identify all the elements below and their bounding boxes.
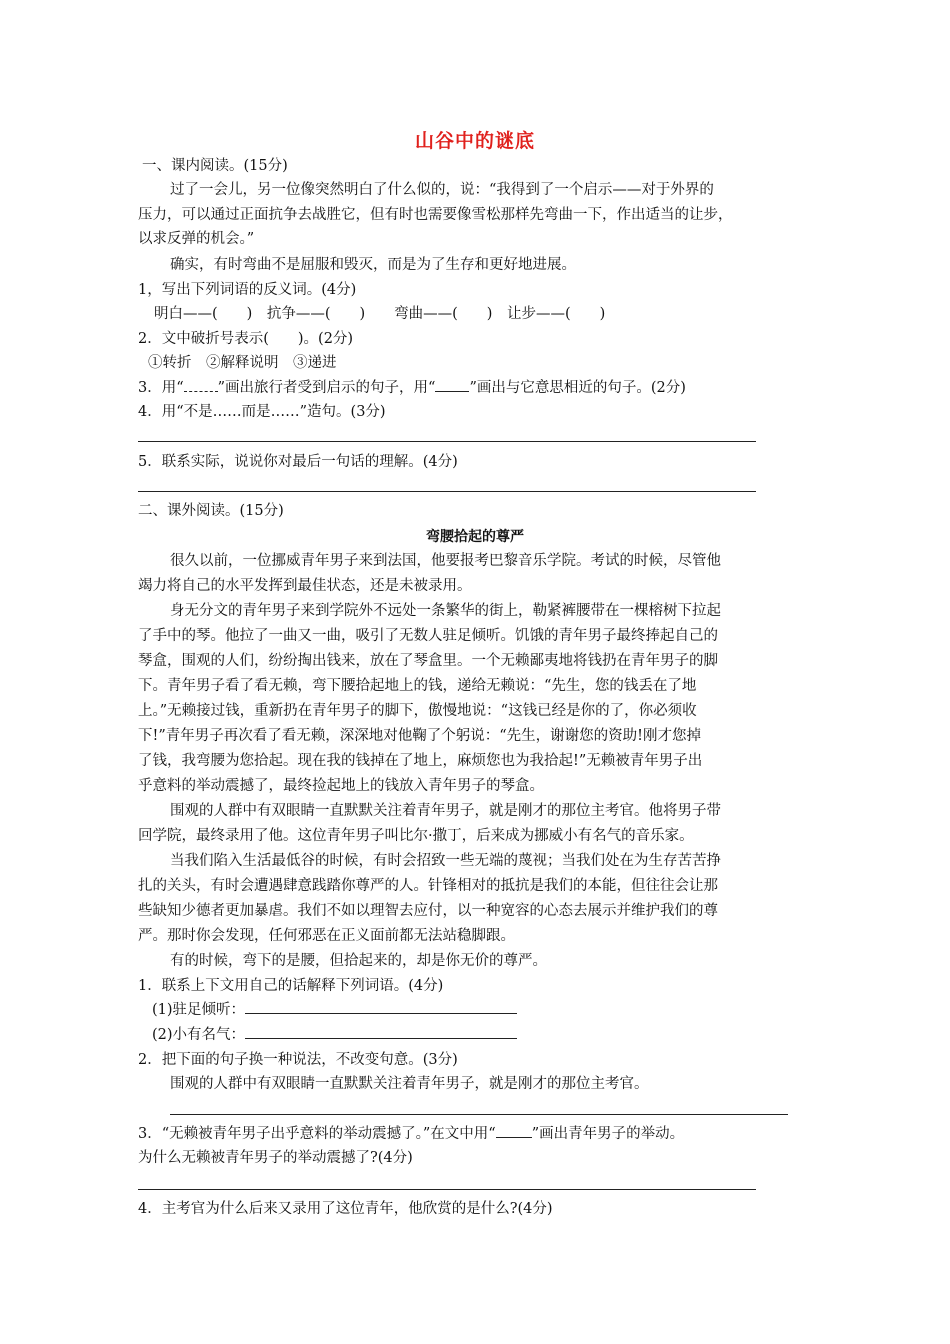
story-line: 扎的关头，有时会遭遇肆意践踏你尊严的人。针锋相对的抵抗是我们的本能，但往往会让那	[138, 878, 718, 894]
page-title: 山谷中的谜底	[414, 130, 535, 152]
story-line: 了手中的琴。他拉了一曲又一曲，吸引了无数人驻足倾听。饥饿的青年男子最终捧起自己的	[138, 628, 718, 644]
answer-line[interactable]	[170, 1114, 788, 1115]
s1-question-5: 5．联系实际，说说你对最后一句话的理解。(4分)	[138, 454, 458, 470]
story-line: 身无分文的青年男子来到学院外不远处一条繁华的街上，勒紧裤腰带在一棵榕树下拉起	[170, 603, 721, 619]
story-line: 了钱，我弯腰为您拾起。现在我的钱掉在了地上，麻烦您也为我拾起!”无赖被青年男子出	[138, 753, 703, 769]
answer-line[interactable]	[138, 1189, 756, 1190]
s2-question-2: 2．把下面的句子换一种说法，不改变句意。(3分)	[138, 1052, 458, 1068]
s1-question-3-part: 3．用“	[138, 380, 184, 396]
passage1-line: 以求反弹的机会。”	[138, 231, 255, 247]
section1-heading: 一、课内阅读。(15分)	[142, 158, 288, 174]
s1-question-1: 1，写出下列词语的反义词。(4分)	[138, 282, 357, 298]
story-line: 回学院，最终录用了他。这位青年男子叫比尔·撒丁，后来成为挪威小有名气的音乐家。	[138, 828, 694, 844]
s2-question-3-part: ”画出青年男子的举动。	[531, 1126, 685, 1142]
s2-question-2-sentence: 围观的人群中有双眼睛一直默默关注着青年男子，就是刚才的那位主考官。	[170, 1076, 649, 1092]
story-title: 弯腰拾起的尊严	[426, 529, 524, 545]
passage1-line: 压力，可以通过正面抗争去战胜它，但有时也需要像雪松那样先弯曲一下，作出适当的让步，	[138, 207, 733, 223]
s2-question-4: 4．主考官为什么后来又录用了这位青年，他欣赏的是什么?(4分)	[138, 1201, 553, 1217]
s2-question-3	[138, 1125, 684, 1143]
s1-question-2-options: ①转折 ②解释说明 ③递进	[148, 355, 337, 371]
s2-question-1a	[152, 1001, 517, 1019]
straight-line-sample	[435, 391, 469, 392]
passage1-line: 确实，有时弯曲不是屈服和毁灭，而是为了生存和更好地进展。	[170, 257, 576, 273]
answer-blank[interactable]	[245, 1013, 517, 1014]
passage1-line: 过了一会儿，另一位像突然明白了什么似的，说：“我得到了一个启示——对于外界的	[170, 182, 714, 198]
s1-question-2: 2．文中破折号表示( )。(2分)	[138, 331, 354, 347]
story-line: 些缺知少德者更加暴虐。我们不如以理智去应付，以一种宽容的心态去展示并维护我们的尊	[138, 903, 718, 919]
story-line: 很久以前，一位挪威青年男子来到法国，他要报考巴黎音乐学院。考试的时候，尽管他	[170, 553, 721, 569]
section2-heading: 二、课外阅读。(15分)	[138, 503, 284, 519]
s1-question-3	[138, 379, 686, 397]
story-line: 严。那时你会发现，任何邪恶在正义面前都无法站稳脚跟。	[138, 928, 515, 944]
s2-question-1: 1．联系上下文用自己的话解释下列词语。(4分)	[138, 978, 444, 994]
s2-question-3-part: 3．“无赖被青年男子出乎意料的举动震撼了。”在文中用“	[138, 1126, 496, 1142]
story-line: 下。青年男子看了看无赖，弯下腰拾起地上的钱，递给无赖说：“先生，您的钱丢在了地	[138, 678, 697, 694]
wavy-line-sample	[184, 391, 218, 392]
answer-line[interactable]	[138, 491, 756, 492]
story-line: 围观的人群中有双眼睛一直默默关注着青年男子，就是刚才的那位主考官。他将男子带	[170, 803, 721, 819]
answer-line[interactable]	[138, 441, 756, 442]
story-line: 下!”青年男子再次看了看无赖，深深地对他鞠了个躬说：“先生，谢谢您的资助!刚才您掉	[138, 728, 701, 744]
answer-blank[interactable]	[245, 1038, 517, 1039]
story-line: 上。”无赖接过钱，重新扔在青年男子的脚下，傲慢地说：“这钱已经是你的了，你必须收	[138, 703, 697, 719]
story-line: 琴盒，围观的人们，纷纷掏出钱来，放在了琴盒里。一个无赖鄙夷地将钱扔在青年男子的脚	[138, 653, 718, 669]
story-line: 乎意料的举动震撼了，最终捡起地上的钱放入青年男子的琴盒。	[138, 778, 544, 794]
story-line: 竭力将自己的水平发挥到最佳状态，还是未被录用。	[138, 578, 472, 594]
s2-question-1b	[152, 1026, 517, 1044]
story-line: 当我们陷入生活最低谷的时候，有时会招致一些无端的蔑视；当我们处在为生存苦苦挣	[170, 853, 721, 869]
straight-line-sample	[496, 1137, 532, 1138]
s2-question-3-cont: 为什么无赖被青年男子的举动震撼了?(4分)	[138, 1150, 413, 1166]
s2-question-1b-label: (2)小有名气：	[152, 1027, 246, 1043]
s2-question-1a-label: (1)驻足倾听：	[152, 1002, 246, 1018]
story-line: 有的时候，弯下的是腰，但拾起来的，却是你无价的尊严。	[170, 953, 547, 969]
s1-question-3-part: ”画出与它意思相近的句子。(2分)	[469, 380, 686, 396]
s1-question-4: 4．用“不是……而是……”造句。(3分)	[138, 404, 386, 420]
s1-question-1-items: 明白——( ) 抗争——( ) 弯曲——( ) 让步——( )	[154, 306, 606, 322]
s1-question-3-part: ”画出旅行者受到启示的句子，用“	[217, 380, 436, 396]
